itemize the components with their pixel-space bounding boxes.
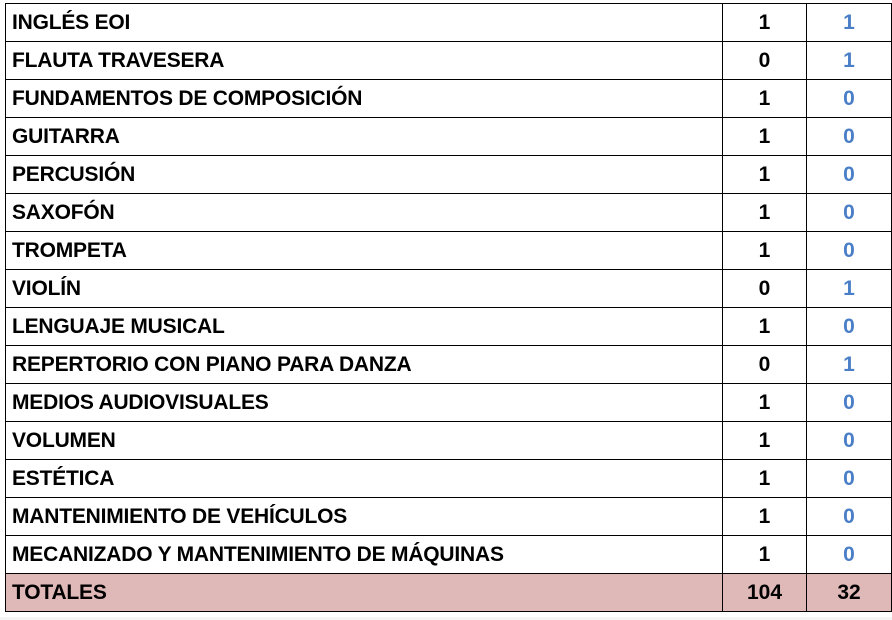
subject-cell[interactable]: SAXOFÓN xyxy=(6,194,723,232)
subject-cell[interactable]: TROMPETA xyxy=(6,232,723,270)
count-cell-b[interactable]: 0 xyxy=(807,498,892,536)
subject-cell[interactable]: VOLUMEN xyxy=(6,422,723,460)
table-row xyxy=(6,4,892,42)
count-cell-b[interactable]: 0 xyxy=(807,460,892,498)
totals-row xyxy=(6,574,892,612)
count-cell-b[interactable]: 1 xyxy=(807,4,892,42)
totals-cell-b[interactable]: 32 xyxy=(807,574,892,612)
subject-cell[interactable]: LENGUAJE MUSICAL xyxy=(6,308,723,346)
count-cell-b[interactable]: 1 xyxy=(807,42,892,80)
table-row xyxy=(6,194,892,232)
table-row xyxy=(6,308,892,346)
table-row xyxy=(6,346,892,384)
count-cell-a[interactable]: 1 xyxy=(723,498,807,536)
count-cell-a[interactable]: 0 xyxy=(723,346,807,384)
count-cell-b[interactable]: 0 xyxy=(807,156,892,194)
count-cell-a[interactable]: 1 xyxy=(723,308,807,346)
count-cell-a[interactable]: 1 xyxy=(723,232,807,270)
count-cell-a[interactable]: 1 xyxy=(723,194,807,232)
table-row xyxy=(6,498,892,536)
table-row xyxy=(6,384,892,422)
table-row xyxy=(6,80,892,118)
subject-cell[interactable]: ESTÉTICA xyxy=(6,460,723,498)
count-cell-a[interactable]: 1 xyxy=(723,156,807,194)
count-cell-b[interactable]: 0 xyxy=(807,536,892,574)
table-row xyxy=(6,270,892,308)
count-cell-a[interactable]: 1 xyxy=(723,4,807,42)
count-cell-b[interactable]: 0 xyxy=(807,118,892,156)
subject-cell[interactable]: PERCUSIÓN xyxy=(6,156,723,194)
subject-cell[interactable]: MECANIZADO Y MANTENIMIENTO DE MÁQUINAS xyxy=(6,536,723,574)
table-row xyxy=(6,118,892,156)
count-cell-b[interactable]: 0 xyxy=(807,80,892,118)
count-cell-a[interactable]: 0 xyxy=(723,270,807,308)
spreadsheet-grid xyxy=(5,3,891,612)
count-cell-a[interactable]: 1 xyxy=(723,118,807,156)
table-row xyxy=(6,156,892,194)
subject-cell[interactable]: REPERTORIO CON PIANO PARA DANZA xyxy=(6,346,723,384)
subject-cell[interactable]: MANTENIMIENTO DE VEHÍCULOS xyxy=(6,498,723,536)
subject-cell[interactable]: FUNDAMENTOS DE COMPOSICIÓN xyxy=(6,80,723,118)
table-row xyxy=(6,536,892,574)
count-cell-a[interactable]: 1 xyxy=(723,460,807,498)
table-row xyxy=(6,460,892,498)
subject-cell[interactable]: GUITARRA xyxy=(6,118,723,156)
count-cell-a[interactable]: 0 xyxy=(723,42,807,80)
count-cell-b[interactable]: 0 xyxy=(807,384,892,422)
totals-label-cell[interactable]: TOTALES xyxy=(6,574,723,612)
subject-cell[interactable]: MEDIOS AUDIOVISUALES xyxy=(6,384,723,422)
count-cell-a[interactable]: 1 xyxy=(723,536,807,574)
table-row xyxy=(6,232,892,270)
subjects-table xyxy=(5,3,892,612)
totals-cell-a[interactable]: 104 xyxy=(723,574,807,612)
count-cell-b[interactable]: 0 xyxy=(807,422,892,460)
count-cell-b[interactable]: 0 xyxy=(807,308,892,346)
count-cell-b[interactable]: 1 xyxy=(807,270,892,308)
subject-cell[interactable]: INGLÉS EOI xyxy=(6,4,723,42)
count-cell-b[interactable]: 0 xyxy=(807,232,892,270)
count-cell-a[interactable]: 1 xyxy=(723,80,807,118)
subject-cell[interactable]: VIOLÍN xyxy=(6,270,723,308)
table-row xyxy=(6,42,892,80)
subject-cell[interactable]: FLAUTA TRAVESERA xyxy=(6,42,723,80)
table-row xyxy=(6,422,892,460)
count-cell-a[interactable]: 1 xyxy=(723,384,807,422)
count-cell-b[interactable]: 1 xyxy=(807,346,892,384)
count-cell-b[interactable]: 0 xyxy=(807,194,892,232)
count-cell-a[interactable]: 1 xyxy=(723,422,807,460)
